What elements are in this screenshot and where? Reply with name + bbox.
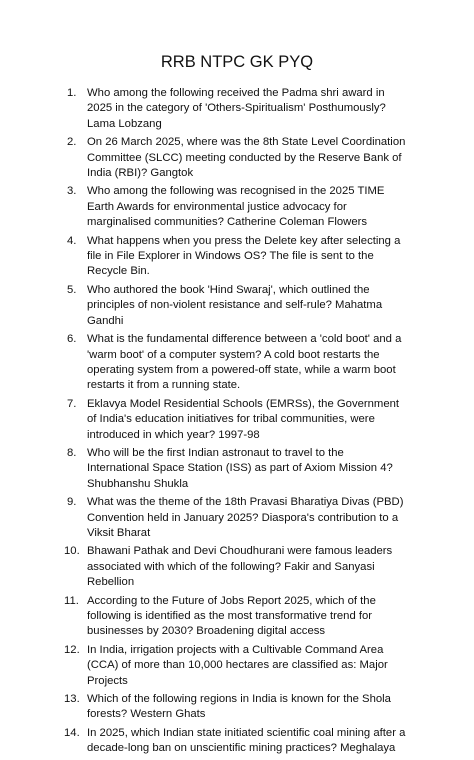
question-text: On 26 March 2025, where was the 8th State Level Coordination Committee (SLCC) meeting conducted by the Reserve Bank of India (RBI)? Gangtok (87, 136, 406, 180)
question-number: 3. (67, 185, 77, 198)
question-number: 7. (67, 397, 77, 410)
question-item (67, 397, 407, 443)
question-item (67, 86, 407, 132)
question-text: What happens when you press the Delete key after selecting a file in File Explorer in Windows OS? The file is sent to the Recycle Bin. (87, 234, 401, 278)
question-item (67, 184, 407, 230)
question-item (67, 283, 407, 329)
question-text: Who will be the first Indian astronaut to travel to the International Space Station (ISS) as part of Axiom Mission 4? Shubhanshu Shukla (87, 446, 393, 490)
question-item (67, 234, 407, 280)
question-number: 8. (67, 446, 77, 459)
question-text: What is the fundamental difference between a 'cold boot' and a 'warm boot' of a computer system? A cold boot restarts the operating system from a powered-off state, while a warm boot restarts it from a running state. (87, 333, 402, 392)
question-text: Which of the following regions in India is known for the Shola forests? Western Ghats (87, 693, 391, 721)
question-text: In India, irrigation projects with a Cultivable Command Area (CCA) of more than 10,000 hectares are classified as: Major Projects (87, 643, 388, 687)
question-number: 9. (67, 496, 77, 509)
question-item (67, 135, 407, 181)
question-text: Who authored the book 'Hind Swaraj', which outlined the principles of non-violent resistance and self-rule? Mahatma Gandhi (87, 283, 383, 327)
question-list (64, 86, 407, 760)
question-number: 11. (64, 594, 79, 607)
question-number: 13. (64, 693, 80, 706)
question-number: 14. (64, 726, 80, 739)
document-title: RRB NTPC GK PYQ (160, 53, 314, 71)
question-item (67, 446, 407, 492)
question-number: 5. (67, 283, 77, 296)
question-number: 6. (67, 333, 77, 346)
question-text: According to the Future of Jobs Report 2025, which of the following is identified as the most transformative trend for businesses by 2030? Broadening digital access (87, 594, 376, 638)
question-item (67, 332, 407, 394)
question-number: 1. (67, 87, 77, 99)
question-text: What was the theme of the 18th Pravasi Bharatiya Divas (PBD) Convention held in January 2025? Diaspora's contribution to a Viksit Bharat (87, 496, 404, 539)
question-item (67, 495, 407, 541)
question-number: 12. (64, 643, 80, 656)
question-text: Bhawani Pathak and Devi Choudhurani were famous leaders associated with which of the following? Fakir and Sanyasi Rebellion (87, 545, 393, 589)
question-text: Who among the following was recognised in the 2025 TIME Earth Awards for environmental justice advocacy for marginalised communities? Catherine Coleman Flowers (87, 185, 385, 229)
question-number: 2. (67, 136, 77, 149)
question-text: Who among the following received the Padma shri award in 2025 in the category of 'Others-Spiritualism' Posthumously? Lama Lobzang (87, 87, 386, 130)
question-item (64, 692, 407, 723)
question-number: 4. (67, 234, 77, 247)
question-text: Eklavya Model Residential Schools (EMRSs), the Government of India's education initiatives for tribal communities, were introduced in which year? 1997-98 (87, 397, 400, 441)
question-item (64, 726, 407, 757)
question-item (64, 544, 407, 590)
question-item (64, 594, 407, 640)
question-text: In 2025, which Indian state initiated scientific coal mining after a decade-long ban on unscientific mining practices? Meghalaya (87, 726, 406, 755)
question-item (64, 643, 407, 689)
question-number: 10. (64, 545, 80, 558)
